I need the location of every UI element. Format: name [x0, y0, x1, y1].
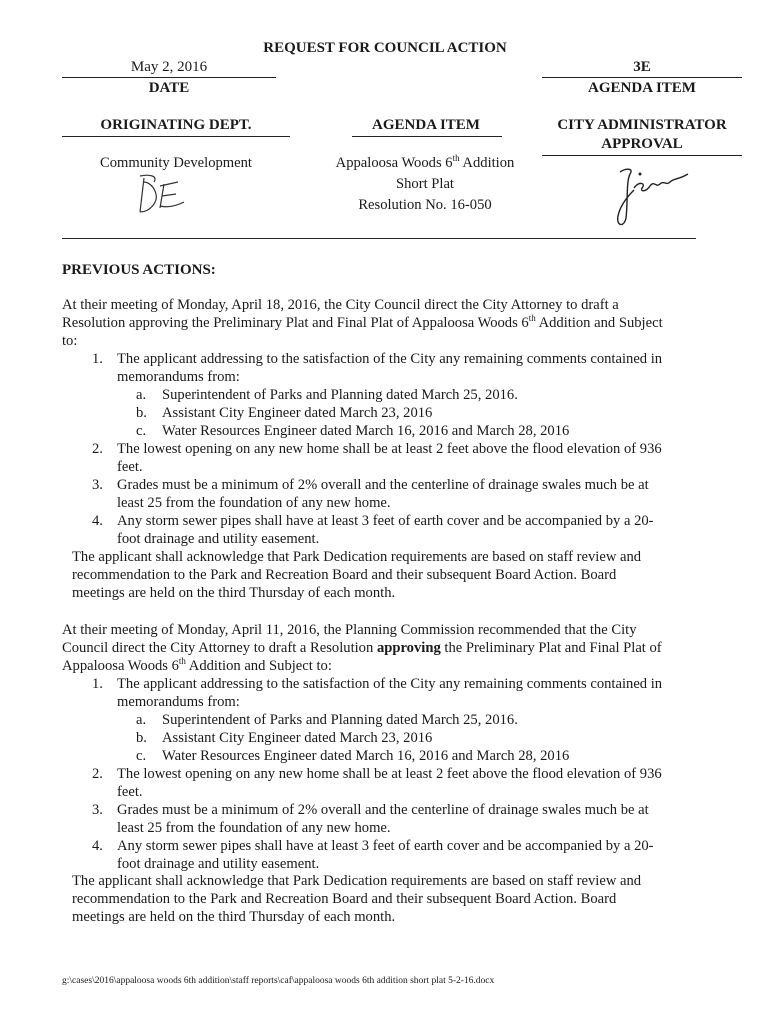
- sub-list-item: b. Assistant City Engineer dated March 23, 2016: [136, 405, 433, 421]
- dept-underline: [62, 136, 290, 137]
- list-item: 1. The applicant addressing to the satisfaction of the City any remaining comments contained in memorandums from:: [92, 676, 663, 710]
- agenda-number-value: 3E: [633, 59, 651, 75]
- list-item: 1. The applicant addressing to the satisfaction of the City any remaining comments contained in memorandums from:: [92, 351, 663, 385]
- form-title: REQUEST FOR COUNCIL ACTION: [263, 40, 507, 56]
- city-admin-label-2: APPROVAL: [601, 136, 683, 152]
- agenda-item-line-3: Resolution No. 16-050: [358, 197, 492, 213]
- planning-conditions-list: [62, 675, 712, 873]
- agenda-number-underline: [542, 77, 742, 78]
- date-underline: [62, 77, 276, 78]
- sub-list-item: a. Superintendent of Parks and Planning dated March 25, 2016.: [136, 387, 518, 403]
- originating-dept-value: Community Development: [99, 155, 252, 171]
- date-label: DATE: [148, 80, 190, 96]
- agenda-item-line-1: Appaloosa Woods 6th Addition: [335, 153, 515, 171]
- agenda-item-line-2: Short Plat: [396, 176, 454, 192]
- dept-initials-signature-icon: [130, 172, 190, 216]
- council-conditions-list: [62, 350, 712, 548]
- city-admin-label-1: CITY ADMINISTRATOR: [557, 117, 727, 133]
- agenda-item-underline: [352, 136, 502, 137]
- list-item: 3. Grades must be a minimum of 2% overall and the centerline of drainage swales much be at least 25 from the foundation of any new home.: [92, 477, 649, 511]
- list-item: 2. The lowest opening on any new home shall be at least 2 feet above the flood elevation of 936 feet.: [92, 766, 662, 800]
- council-intro: At their meeting of Monday, April 18, 2016, the City Council direct the City Attorney to draft a Resolution approving the Preliminary Plat and Final Plat of Appaloosa Woods 6th Addition and Subject to:: [62, 297, 663, 349]
- list-item: 4. Any storm sewer pipes shall have at least 3 feet of earth cover and be accompanied by a 20- foot drainage and utility easement.: [92, 513, 654, 547]
- list-item: 3. Grades must be a minimum of 2% overall and the centerline of drainage swales much be at least 25 from the foundation of any new home.: [92, 802, 649, 836]
- planning-closing: The applicant shall acknowledge that Park Dedication requirements are based on staff review and recommendation to the Park and Recreation Board and their subsequent Board Action. Board meetings are held on the third Thursday of each month.: [72, 873, 642, 925]
- sub-list-item: b. Assistant City Engineer dated March 23, 2016: [136, 730, 433, 746]
- sub-list-item: c. Water Resources Engineer dated March 16, 2016 and March 28, 2016: [136, 423, 570, 439]
- planning-intro: At their meeting of Monday, April 11, 2016, the Planning Commission recommended that the City Council direct the City Attorney to draft a Resolution approving the Preliminary Plat and Final Plat of Appaloosa Woods 6th Addition and Subject to:: [62, 622, 662, 674]
- previous-actions-heading: PREVIOUS ACTIONS:: [62, 262, 216, 278]
- date-value: May 2, 2016: [130, 59, 208, 75]
- council-closing: The applicant shall acknowledge that Park Dedication requirements are based on staff review and recommendation to the Park and Recreation Board and their subsequent Board Action. Board meetings are held on the third Thursday of each month.: [72, 549, 642, 601]
- agenda-item-description: [300, 153, 550, 216]
- footer-file-path: g:\cases\2016\appaloosa woods 6th addition\staff reports\caf\appaloosa woods 6th addition short plat 5-2-16.docx: [62, 976, 495, 986]
- agenda-number-label: AGENDA ITEM: [588, 80, 696, 96]
- admin-underline: [542, 155, 742, 156]
- sub-list-item: a. Superintendent of Parks and Planning dated March 25, 2016.: [136, 712, 518, 728]
- list-item: 4. Any storm sewer pipes shall have at least 3 feet of earth cover and be accompanied by a 20- foot drainage and utility easement.: [92, 838, 654, 872]
- sub-list-item: c. Water Resources Engineer dated March 16, 2016 and March 28, 2016: [136, 748, 570, 764]
- section-divider: [62, 238, 696, 239]
- agenda-item-label: AGENDA ITEM: [372, 117, 480, 133]
- originating-dept-label: ORIGINATING DEPT.: [100, 117, 252, 133]
- list-item: 2. The lowest opening on any new home shall be at least 2 feet above the flood elevation of 936 feet.: [92, 441, 662, 475]
- administrator-signature-icon: [612, 162, 692, 230]
